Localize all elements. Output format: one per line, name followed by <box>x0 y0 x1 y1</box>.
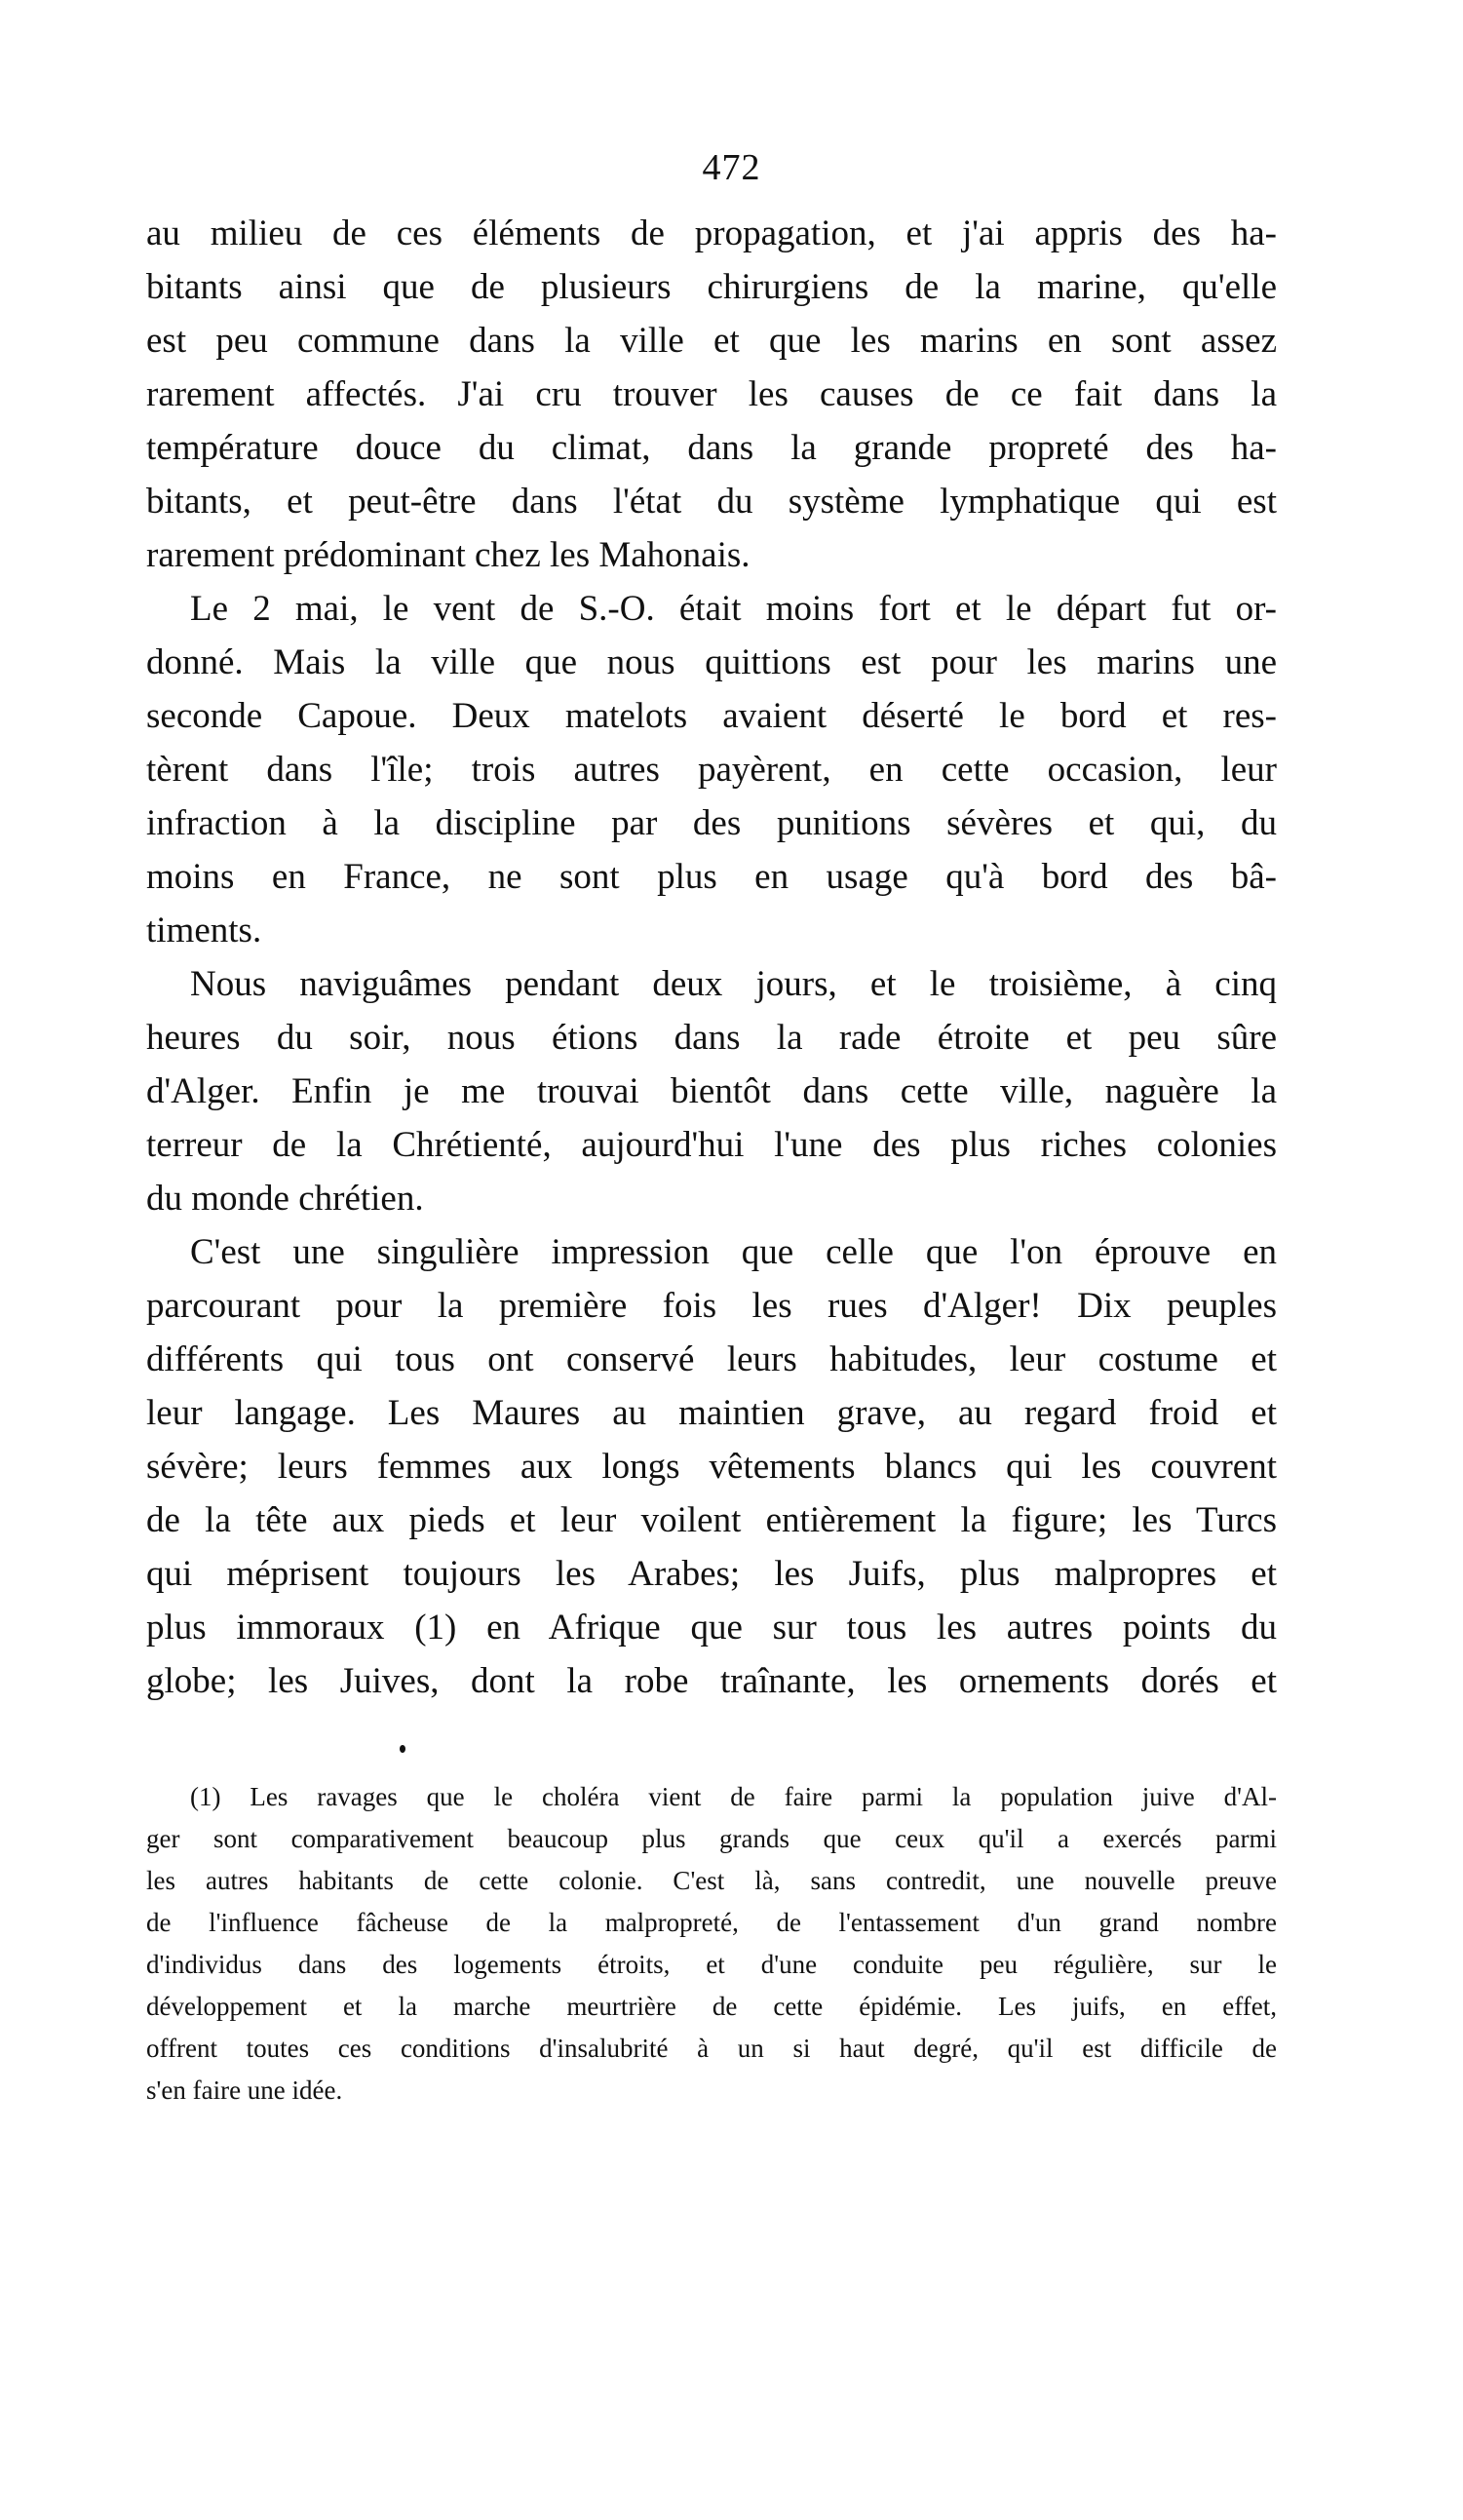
body-line: de la tête aux pieds et leur voilent entièrement la figure; les Turcs <box>146 1500 1277 1540</box>
body-line: donné. Mais la ville que nous quittions est pour les marins une <box>146 642 1277 682</box>
body-line: parcourant pour la première fois les rues d'Alger! Dix peuples <box>146 1286 1277 1326</box>
body-line: température douce du climat, dans la grande propreté des ha- <box>146 428 1277 468</box>
body-line: différents qui tous ont conservé leurs habitudes, leur costume et <box>146 1339 1277 1379</box>
body-line: moins en France, ne sont plus en usage qu'à bord des bâ- <box>146 857 1277 897</box>
footnote-line: de l'influence fâcheuse de la malpropreté, de l'entassement d'un grand nombre <box>146 1908 1277 1937</box>
footnote-line: ger sont comparativement beaucoup plus grands que ceux qu'il a exercés parmi <box>146 1824 1277 1853</box>
body-line: sévère; leurs femmes aux longs vêtements blancs qui les couvrent <box>146 1447 1277 1487</box>
body-line: seconde Capoue. Deux matelots avaient déserté le bord et res- <box>146 696 1277 736</box>
body-line: est peu commune dans la ville et que les marins en sont assez <box>146 321 1277 361</box>
body-line: heures du soir, nous étions dans la rade étroite et peu sûre <box>146 1018 1277 1058</box>
footnote-line: (1) Les ravages que le choléra vient de faire parmi la population juive d'Al- <box>190 1782 1277 1811</box>
body-line: plus immoraux (1) en Afrique que sur tous les autres points du <box>146 1608 1277 1648</box>
body-line: Le 2 mai, le vent de S.-O. était moins fort et le départ fut or- <box>190 589 1277 629</box>
footnote-line: offrent toutes ces conditions d'insalubrité à un si haut degré, qu'il est difficile de <box>146 2034 1277 2063</box>
body-line: leur langage. Les Maures au maintien grave, au regard froid et <box>146 1393 1277 1433</box>
body-line: infraction à la discipline par des punitions sévères et qui, du <box>146 803 1277 843</box>
body-line: qui méprisent toujours les Arabes; les Juifs, plus malpropres et <box>146 1554 1277 1594</box>
body-line: bitants ainsi que de plusieurs chirurgiens de la marine, qu'elle <box>146 267 1277 307</box>
footnotes <box>146 1776 1277 2112</box>
footnote-line: les autres habitants de cette colonie. C'est là, sans contredit, une nouvelle preuve <box>146 1866 1277 1895</box>
body-line: au milieu de ces éléments de propagation, et j'ai appris des ha- <box>146 213 1277 253</box>
body-text <box>146 207 1277 1708</box>
ink-dot <box>400 1745 405 1753</box>
body-line: du monde chrétien. <box>146 1179 424 1219</box>
body-line: rarement prédominant chez les Mahonais. <box>146 535 751 575</box>
body-line: timents. <box>146 911 262 950</box>
body-line: Nous naviguâmes pendant deux jours, et le troisième, à cinq <box>190 964 1277 1004</box>
body-line: d'Alger. Enfin je me trouvai bientôt dans cette ville, naguère la <box>146 1071 1277 1111</box>
footnote-line: d'individus dans des logements étroits, et d'une conduite peu régulière, sur le <box>146 1950 1277 1979</box>
body-line: bitants, et peut-être dans l'état du système lymphatique qui est <box>146 482 1277 522</box>
page-number: 472 <box>702 147 761 188</box>
body-line: globe; les Juives, dont la robe traînante, les ornements dorés et <box>146 1661 1277 1701</box>
body-line: C'est une singulière impression que celle que l'on éprouve en <box>190 1232 1277 1272</box>
body-line: tèrent dans l'île; trois autres payèrent, en cette occasion, leur <box>146 750 1277 790</box>
body-line: rarement affectés. J'ai cru trouver les causes de ce fait dans la <box>146 374 1277 414</box>
body-line: terreur de la Chrétienté, aujourd'hui l'une des plus riches colonies <box>146 1125 1277 1165</box>
footnote-line: s'en faire une idée. <box>146 2075 343 2105</box>
footnote-line: développement et la marche meurtrière de cette épidémie. Les juifs, en effet, <box>146 1992 1277 2021</box>
